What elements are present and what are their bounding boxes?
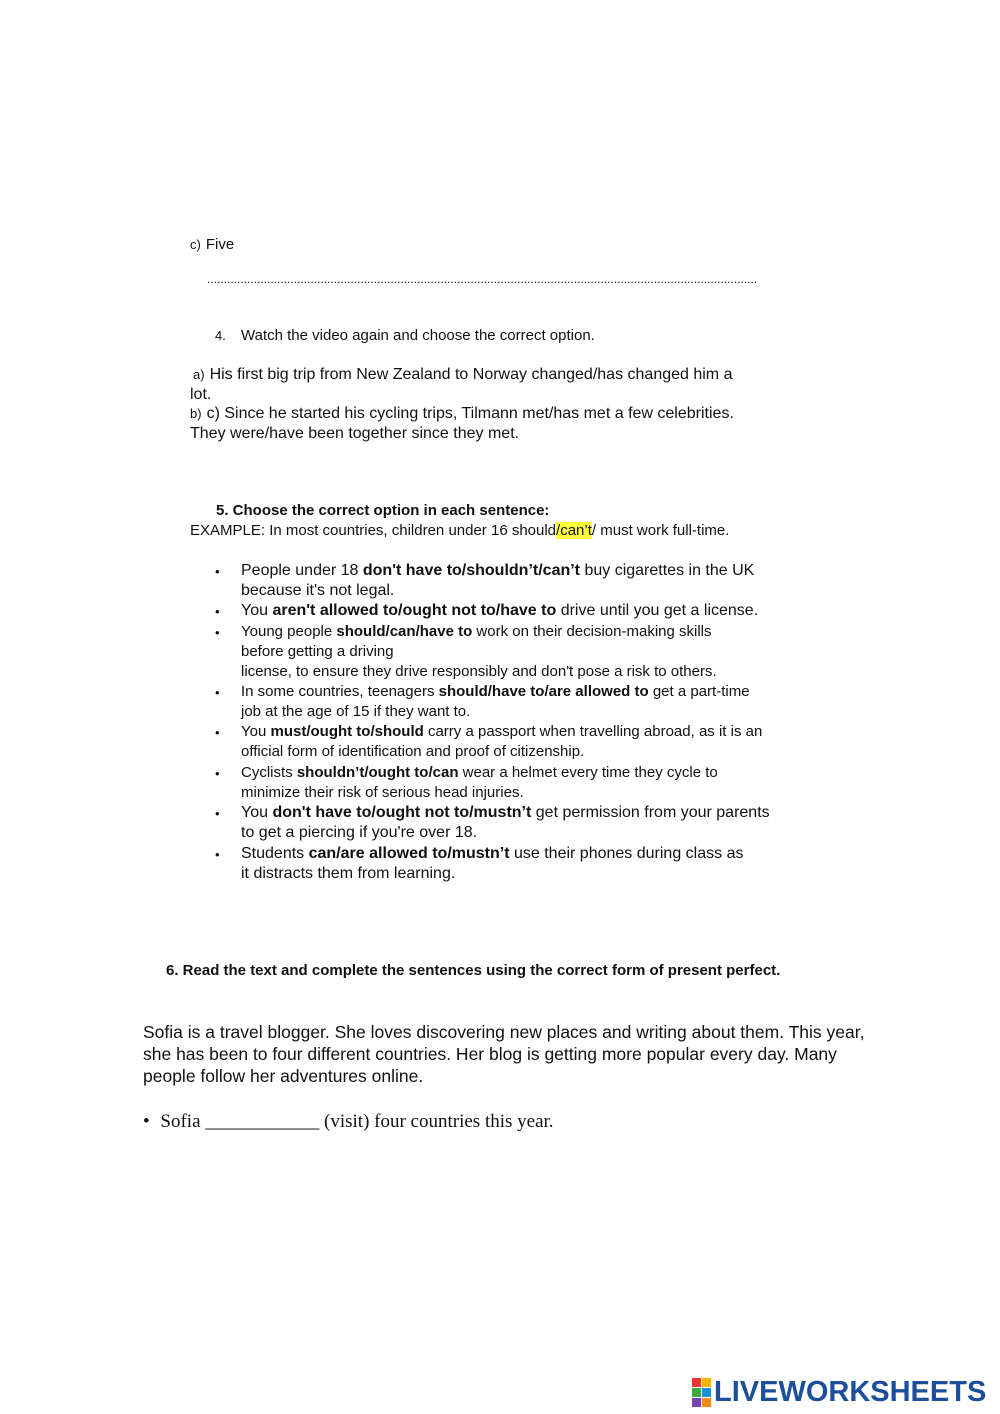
q3-option-c-text: Five [205,236,235,253]
q6-sentence-1 [143,1111,554,1133]
q5-item-7-pre: You [241,804,273,821]
logo-block [692,1378,701,1387]
q6-text-line1: Sofia is a travel blogger. She loves discovering new places and writing about them. This year, [143,1022,865,1042]
q3-option-c-label: c) [190,237,201,252]
bullet-icon: • [215,604,220,619]
q5-title: 5. Choose the correct option in each sentence: [216,502,550,519]
bullet-icon: • [143,1111,150,1132]
q5-item-2-pre: You [241,602,273,619]
q5-example-post: / must work full-time. [591,522,730,539]
q5-item-5-line2: official form of identification and proof of citizenship. [241,743,585,760]
q4-heading [215,327,595,344]
q5-item-5-post: carry a passport when travelling abroad, as it is an [423,723,763,740]
q4-number: 4. [215,328,226,343]
q5-item-5-options[interactable]: must/ought to/should [270,723,424,740]
q6-title: 6. Read the text and complete the sentences using the correct form of present perfect. [166,962,781,979]
q5-item-6-post: wear a helmet every time they cycle to [458,764,718,781]
q5-item-7-options[interactable]: don't have to/ought not to/mustn’t [272,804,532,821]
liveworksheets-logo [692,1376,986,1409]
q5-example [190,522,729,539]
q5-item-7 [241,804,770,822]
q4-item-b-line2: They were/have been together since they met. [190,425,520,442]
q5-item-3-options[interactable]: should/can/have to [336,623,473,640]
q5-item-6-options[interactable]: shouldn’t/ought to/can [296,764,459,781]
q3-option-c [190,236,234,253]
q5-item-2-options[interactable]: aren't allowed to/ought not to/have to [272,602,557,619]
q5-item-2 [241,602,758,620]
q5-item-8 [241,845,743,863]
q5-item-4-post: get a part-time [648,683,750,700]
q5-item-1-options[interactable]: don't have to/shouldn’t/can’t [362,562,581,579]
q5-item-1-line2: because it's not legal. [241,582,395,599]
q5-item-8-pre: Students [241,845,309,862]
q4-item-a [193,366,732,384]
q4-item-b [190,405,734,423]
bullet-icon: • [215,847,220,862]
q4-item-a-label: a) [193,367,205,382]
q5-item-4-line2: job at the age of 15 if they want to. [241,703,471,720]
q5-item-3-line2: before getting a driving [241,643,394,660]
bullet-icon: • [215,625,220,640]
q4-item-b-label: b) [190,406,202,421]
q5-item-2-post: drive until you get a license. [556,602,759,619]
q5-example-pre: EXAMPLE: In most countries, children under 16 should [190,522,557,539]
logo-block [692,1398,701,1407]
q5-item-4-options[interactable]: should/have to/are allowed to [438,683,649,700]
bullet-icon: • [215,564,220,579]
q5-item-1 [241,562,754,580]
bullet-icon: • [215,725,220,740]
logo-text: LIVEWORKSHEETS [714,1376,987,1408]
q5-item-8-post: use their phones during class as [509,845,744,862]
q4-item-b-line1: c) Since he started his cycling trips, Tilmann met/has met a few celebrities. [206,405,734,422]
q5-item-3-pre: Young people [241,623,337,640]
q5-item-1-pre: People under 18 [241,562,363,579]
logo-block [702,1398,711,1407]
q5-item-1-post: buy cigarettes in the UK [580,562,755,579]
q5-item-5-pre: You [241,723,271,740]
q5-item-6-pre: Cyclists [241,764,297,781]
q5-example-highlight: /can’t [556,522,592,539]
q5-item-5 [241,723,762,740]
bullet-icon: • [215,806,220,821]
logo-blocks-icon [692,1378,711,1407]
bullet-icon: • [215,685,220,700]
q5-item-7-post: get permission from your parents [531,804,770,821]
logo-block [692,1388,701,1397]
q3-answer-line[interactable]: ..................................................................................................................................................................... [207,272,758,286]
q4-title: Watch the video again and choose the correct option. [241,327,595,344]
q5-item-3 [241,623,712,640]
q5-item-4 [241,683,750,700]
q5-item-7-line2: to get a piercing if you're over 18. [241,824,478,841]
q6-text-line2: she has been to four different countries. Her blog is getting more popular every day. Many [143,1044,837,1064]
logo-block [702,1388,711,1397]
bullet-icon: • [215,766,220,781]
q6-text-line3: people follow her adventures online. [143,1066,424,1086]
logo-block [702,1378,711,1387]
q5-item-8-options[interactable]: can/are allowed to/mustn’t [308,845,510,862]
q5-item-8-line2: it distracts them from learning. [241,865,456,882]
q5-item-6 [241,764,718,781]
q4-item-a-line1: His first big trip from New Zealand to Norway changed/has changed him a [209,366,733,383]
q5-item-6-line2: minimize their risk of serious head injuries. [241,784,524,801]
q6-sentence-1-text[interactable]: Sofia ____________ (visit) four countries this year. [160,1111,554,1132]
q5-item-3-line3: license, to ensure they drive responsibly and don't pose a risk to others. [241,663,717,680]
q4-item-a-line2: lot. [190,386,212,403]
q5-item-3-post: work on their decision-making skills [472,623,712,640]
q5-item-4-pre: In some countries, teenagers [241,683,439,700]
